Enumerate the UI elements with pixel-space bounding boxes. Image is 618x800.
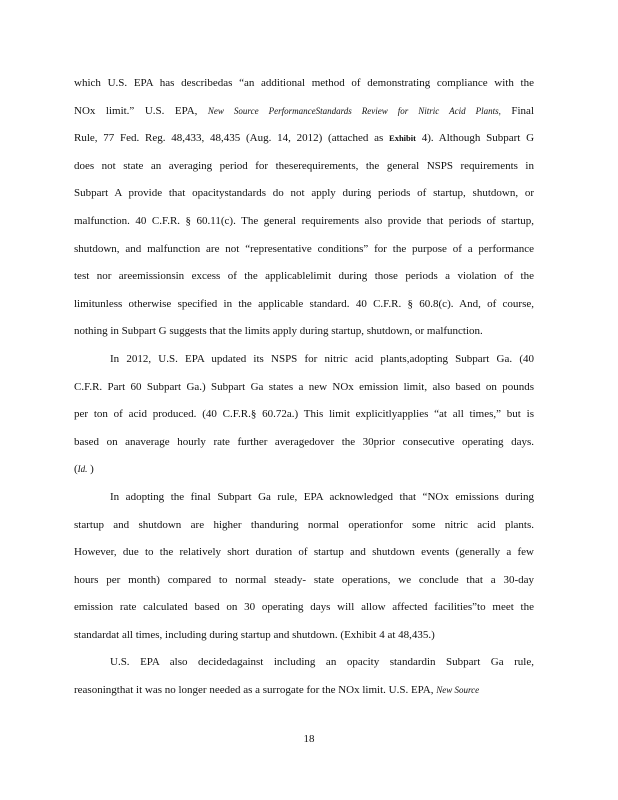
text-line [74, 125, 534, 153]
text-run: does not state an averaging period for theserequirements, the general NSPS requirements in [74, 159, 534, 172]
text-run: Rule, 77 Fed. Reg. 48,433, 48,435 (Aug. 14, 2012) (attached as [74, 132, 390, 145]
text-run: ( [74, 463, 78, 476]
text-run: 4). Although Subpart G [415, 132, 534, 145]
text-run: NOx limit.” U.S. EPA, [74, 104, 208, 117]
text-run: In 2012, U.S. EPA updated its NSPS for nitric acid plants,adopting Subpart Ga. (40 [110, 352, 534, 365]
text-run: malfunction. 40 C.F.R. § 60.11(c). The general requirements also provide that periods of startup, [74, 214, 534, 227]
text-run: standardat all times, including during startup and shutdown. (Exhibit 4 at 48,435.) [74, 628, 435, 641]
text-line [74, 70, 534, 98]
text-line [74, 401, 534, 429]
text-run: limitunless otherwise specified in the applicable standard. 40 C.F.R. § 60.8(c). And, of course, [74, 297, 534, 310]
text-run: test nor areemissionsin excess of the applicablelimit during those periods a violation of the [74, 270, 534, 283]
text-run: emission rate calculated based on 30 operating days will allow affected facilities”to meet the [74, 601, 534, 614]
text-run: Subpart A provide that opacitystandards do not apply during periods of startup, shutdown, or [74, 187, 534, 200]
citation-title: New Source PerformanceStandards Review for Nitric Acid Plants, [207, 105, 501, 116]
text-line [74, 567, 534, 595]
text-line [74, 180, 534, 208]
text-run: Final [500, 104, 534, 117]
text-line [74, 456, 534, 484]
text-line [74, 539, 534, 567]
text-line [74, 512, 534, 540]
text-line [74, 346, 534, 374]
text-run: hours per month) compared to normal steady- state operations, we conclude that a 30-day [74, 573, 534, 586]
text-run: startup and shutdown are higher thanduring normal operationfor some nitric acid plants. [74, 518, 534, 531]
text-line [74, 263, 534, 291]
text-line [74, 429, 534, 457]
text-line [74, 153, 534, 181]
text-run: In adopting the final Subpart Ga rule, EPA acknowledged that “NOx emissions during [110, 490, 534, 503]
citation-title: New Source [436, 685, 480, 696]
text-run: U.S. EPA also decidedagainst including an opacity standardin Subpart Ga rule, [110, 656, 534, 669]
text-line [74, 622, 534, 650]
text-run: However, due to the relatively short duration of startup and shutdown events (generally a few [74, 546, 534, 559]
text-run: per ton of acid produced. (40 C.F.R.§ 60.72a.) This limit explicitlyapplies “at all times,” but is [74, 408, 534, 421]
text-line [74, 484, 534, 512]
text-run: nothing in Subpart G suggests that the limits apply during startup, shutdown, or malfunction. [74, 325, 483, 338]
page-number: 18 [303, 733, 315, 745]
text-line [74, 594, 534, 622]
text-line [74, 649, 534, 677]
text-line [74, 236, 534, 264]
text-run: reasoningthat it was no longer needed as a surrogate for the NOx limit. U.S. EPA, [74, 684, 437, 697]
text-run: which U.S. EPA has describedas “an additional method of demonstrating compliance with the [74, 77, 534, 89]
text-line [74, 318, 534, 346]
exhibit-label: Exhibit [389, 133, 416, 144]
text-line [74, 208, 534, 236]
text-line [74, 374, 534, 402]
text-line [74, 98, 534, 126]
text-run: C.F.R. Part 60 Subpart Ga.) Subpart Ga states a new NOx emission limit, also based on pounds [74, 380, 534, 393]
text-line [74, 677, 534, 705]
text-run: based on anaverage hourly rate further averagedover the 30prior consecutive operating days. [74, 435, 534, 448]
body-text [74, 70, 534, 705]
text-line [74, 291, 534, 319]
citation-title: Id. [77, 464, 88, 475]
text-run: ) [87, 463, 94, 476]
text-run: shutdown, and malfunction are not “representative conditions” for the purpose of a performance [74, 242, 534, 255]
